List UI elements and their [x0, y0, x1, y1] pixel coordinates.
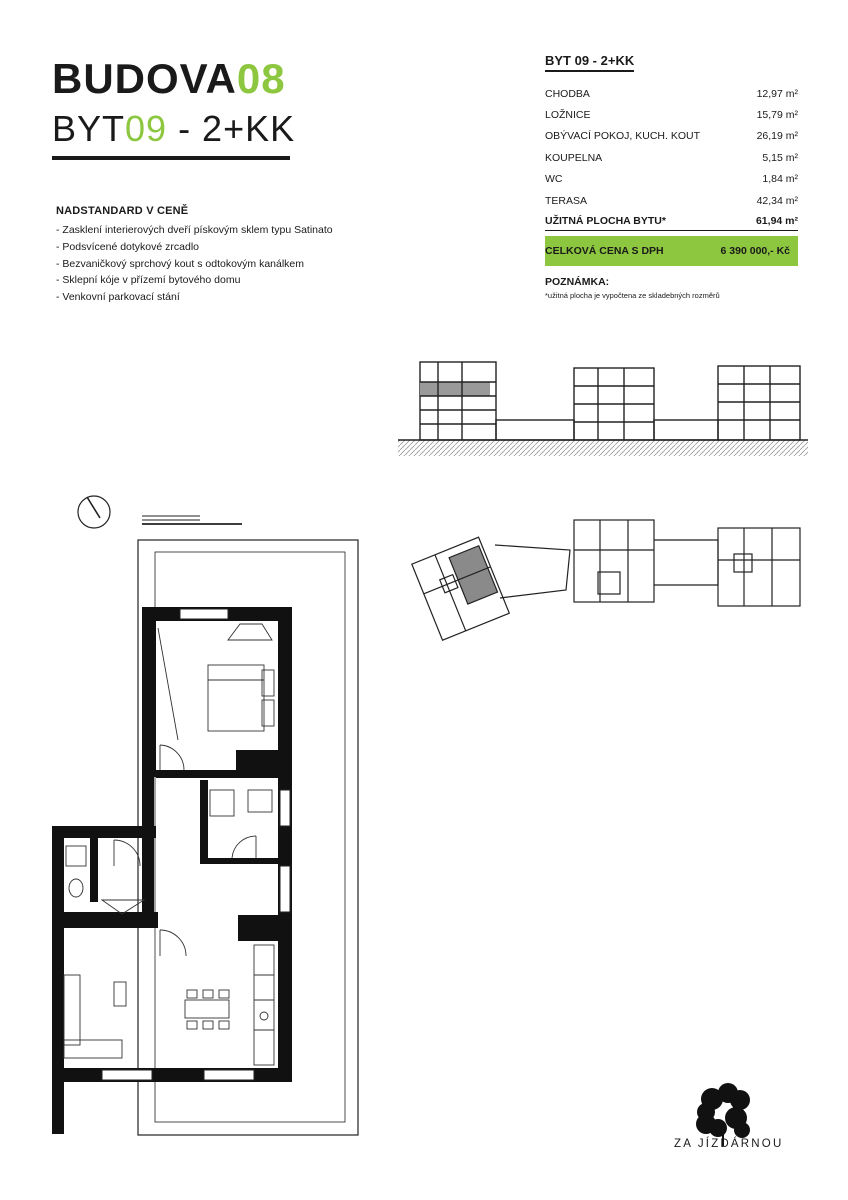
building-number: 08	[236, 55, 286, 102]
section-block-right	[718, 366, 800, 440]
floor-plan-drawing	[52, 540, 358, 1135]
site-building-middle	[574, 520, 654, 602]
feature-item: - Sklepní kóje v přízemí bytového domu	[56, 274, 241, 287]
area-name: TERASA	[545, 194, 588, 207]
ground-hatch	[398, 440, 808, 456]
logo-text: ZA JÍZDÁRNOU	[674, 1138, 784, 1150]
area-total-value: 61,94 m²	[755, 214, 798, 227]
feature-item: - Bezvaničkový sprchový kout s odtokovým kanálkem	[56, 257, 305, 270]
site-building-right	[718, 528, 800, 606]
area-value: 5,15 m²	[762, 151, 798, 164]
area-total-label: UŽITNÁ PLOCHA BYTU*	[545, 214, 666, 227]
clover-logo-icon	[696, 1083, 750, 1146]
building-section-drawing	[398, 362, 808, 456]
note-text: *užitná plocha je vypočtena ze skladebných rozměrů	[545, 291, 720, 301]
price-value: 6 390 000,- Kč	[720, 245, 790, 258]
unit-suffix: - 2+KK	[167, 108, 296, 149]
section-block-left	[420, 362, 496, 440]
site-building-left	[412, 537, 509, 640]
unit-number: 09	[125, 108, 168, 149]
area-name: KOUPELNA	[545, 151, 603, 164]
area-table-title: BYT 09 - 2+KK	[545, 53, 634, 72]
area-value: 15,79 m²	[756, 109, 798, 122]
area-name: WC	[545, 173, 563, 186]
building-word: BUDOVA	[52, 55, 237, 102]
unit-word: BYT	[52, 108, 126, 149]
area-name: LOŽNICE	[545, 109, 591, 122]
feature-item: - Venkovní parkovací stání	[56, 291, 180, 304]
highlighted-unit	[420, 382, 490, 396]
feature-item: - Podsvícené dotykové zrcadlo	[56, 240, 199, 253]
area-name: OBÝVACÍ POKOJ, KUCH. KOUT	[545, 130, 700, 143]
note-title: POZNÁMKA:	[545, 276, 610, 289]
site-highlighted-unit	[449, 546, 497, 604]
scale-bar-icon	[142, 516, 242, 524]
area-value: 26,19 m²	[756, 130, 798, 143]
features-title: NADSTANDARD V CENĚ	[56, 205, 189, 217]
feature-item: - Zasklení interierových dveří pískovým sklem typu Satinato	[56, 224, 333, 236]
site-plan-drawing	[412, 520, 800, 640]
price-label: CELKOVÁ CENA S DPH	[545, 245, 664, 258]
area-value: 12,97 m²	[756, 87, 798, 100]
area-name: CHODBA	[545, 87, 590, 100]
area-value: 42,34 m²	[756, 194, 798, 207]
north-arrow-icon	[78, 496, 110, 528]
area-value: 1,84 m²	[762, 173, 798, 186]
